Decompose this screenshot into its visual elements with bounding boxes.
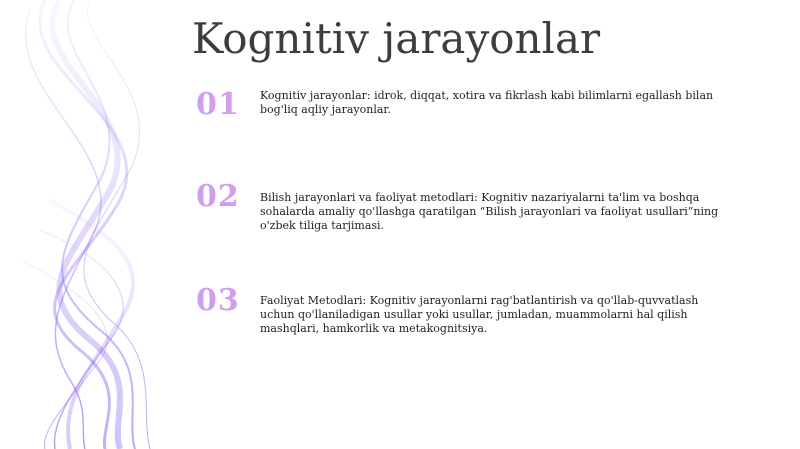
item-number: 03 bbox=[196, 283, 240, 318]
item-number: 01 bbox=[196, 87, 240, 122]
item-number: 02 bbox=[196, 179, 240, 214]
slide-title: Kognitiv jarayonlar bbox=[192, 14, 601, 63]
decorative-wave-graphic bbox=[0, 0, 190, 449]
item-text: Faoliyat Metodlari: Kognitiv jarayonlarni rag'batlantirish va qo'llab-quvvatlash uchun qo'llaniladigan usullar yoki usullar, jumladan, muammolarni hal qilish mashqlari, hamkorlik va metakognitsiya. bbox=[260, 294, 699, 335]
item-text: Kognitiv jarayonlar: idrok, diqqat, xotira va fikrlash kabi bilimlarni egallash bilan bog'liq aqliy jarayonlar. bbox=[260, 89, 714, 116]
item-text: Bilish jarayonlari va faoliyat metodlari: Kognitiv nazariyalarni ta'lim va boshqa sohalarda amaliy qo'llashga qaratilgan “Bilish jarayonlari va faoliyat usullari”ning o'zbek tiliga tarjimasi. bbox=[260, 191, 719, 232]
